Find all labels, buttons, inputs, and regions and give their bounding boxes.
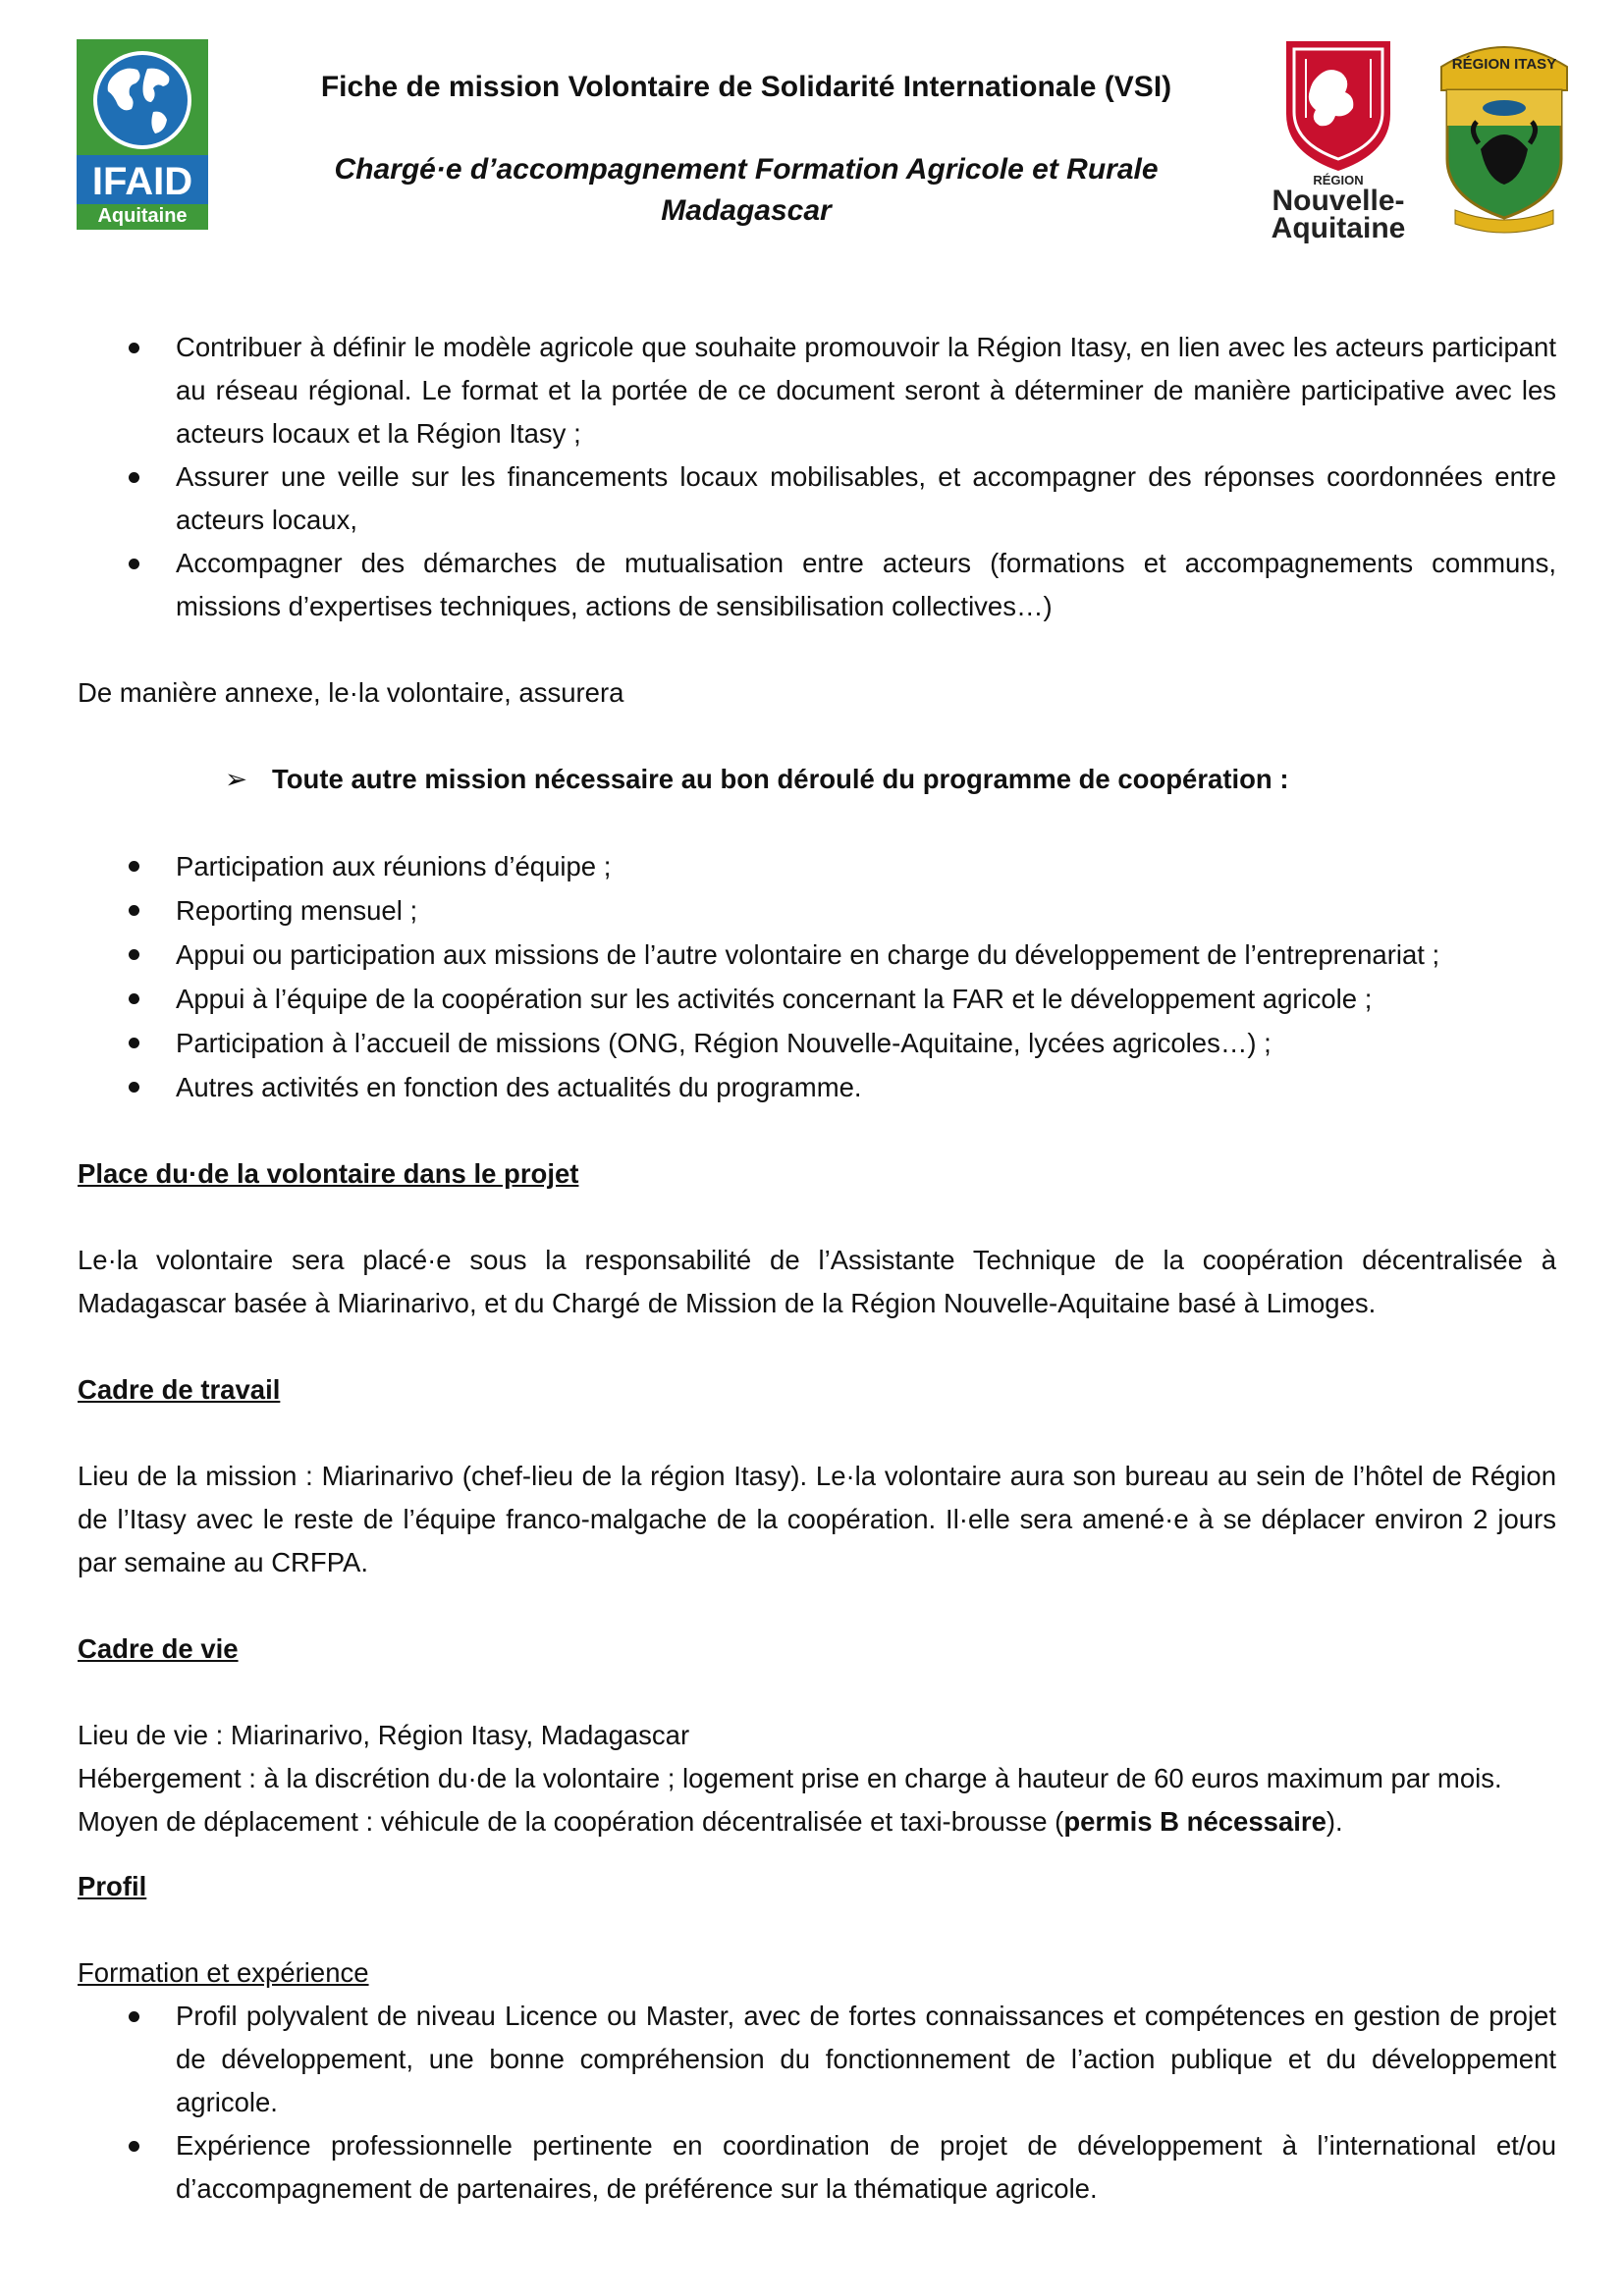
document-title: Fiche de mission Volontaire de Solidarité Internationale (VSI) <box>320 71 1172 103</box>
bullet-icon <box>129 949 139 960</box>
list-item: Autres activités en fonction des actualités du programme. <box>78 1065 1556 1109</box>
mission-bullets <box>78 326 1556 628</box>
subtitle-line-2: Madagascar <box>661 194 832 227</box>
bullet-icon <box>129 861 139 872</box>
cadre-travail-text: Lieu de la mission : Miarinarivo (chef-lieu de la région Itasy). Le·la volontaire aura son bureau au sein de l’hôtel de Région de l’Itasy avec le reste de l’équipe franco-malgache de la coopération. Il·elle sera amené·e à se déplacer environ 2 jours par semaine au CRFPA. <box>78 1461 1556 1577</box>
bullet-icon <box>129 1082 139 1093</box>
region-itasy-logo <box>1435 33 1573 236</box>
section-title-place: Place du·de la volontaire dans le projet <box>78 1158 579 1189</box>
bullet-icon <box>129 472 139 483</box>
bullet-icon <box>129 1038 139 1048</box>
list-item: Profil polyvalent de niveau Licence ou Master, avec de fortes connaissances et compétences en gestion de projet de développement, une bonne compréhension du fonctionnement de l’action publique et du développement agricole. <box>78 1995 1556 2124</box>
list-item: Participation aux réunions d’équipe ; <box>78 844 1556 888</box>
cadre-vie-hebergement: Hébergement : à la discrétion du·de la volontaire ; logement prise en charge à hauteur de 60 euros maximum par mois. <box>78 1763 1502 1793</box>
arrow-icon: ➢ <box>225 764 248 794</box>
annex-intro: De manière annexe, le·la volontaire, assurera <box>78 677 624 708</box>
annex-heading: ➢ Toute autre mission nécessaire au bon déroulé du programme de coopération : <box>78 758 1556 801</box>
annex-bullets <box>78 844 1556 1109</box>
subtitle-line-1: Chargé·e d’accompagnement Formation Agricole et Rurale <box>334 153 1159 186</box>
document-subtitle <box>255 149 1237 232</box>
bullet-icon <box>129 993 139 1004</box>
list-item: Appui ou participation aux missions de l’autre volontaire en charge du développement de l’entreprenariat ; <box>78 933 1556 977</box>
list-item: Accompagner des démarches de mutualisation entre acteurs (formations et accompagnements communs, missions d’expertises techniques, actions de sensibilisation collectives…) <box>78 542 1556 628</box>
page-header <box>0 0 1624 255</box>
list-item: Contribuer à définir le modèle agricole que souhaite promouvoir la Région Itasy, en lien avec les acteurs participant au réseau régional. Le format et la portée de ce document seront à déterminer de manière participative avec les acteurs locaux et la Région Itasy ; <box>78 326 1556 455</box>
ifaid-logo-name: IFAID <box>91 160 193 203</box>
place-text: Le·la volontaire sera placé·e sous la responsabilité de l’Assistante Technique de la coopération décentralisée à Madagascar basée à Miarinarivo, et du Chargé de Mission de la Région Nouvelle-Aquitaine basé à Limoges. <box>78 1245 1556 1318</box>
section-title-cadre-travail: Cadre de travail <box>78 1374 281 1405</box>
na-logo-small: RÉGION <box>1313 173 1364 187</box>
bullet-icon <box>129 905 139 916</box>
bullet-icon <box>129 343 139 353</box>
list-item: Reporting mensuel ; <box>78 888 1556 933</box>
profil-bullets <box>78 1995 1556 2211</box>
section-title-cadre-vie: Cadre de vie <box>78 1633 239 1664</box>
ifaid-logo <box>77 39 208 230</box>
document-body <box>78 326 1556 2211</box>
na-logo-line1: Nouvelle- <box>1272 185 1405 217</box>
bullet-icon <box>129 2011 139 2022</box>
cadre-vie-lieu: Lieu de vie : Miarinarivo, Région Itasy, Madagascar <box>78 1720 690 1750</box>
list-item: Expérience professionnelle pertinente en coordination de projet de développement à l’international et/ou d’accompagnement de partenaires, de préférence sur la thématique agricole. <box>78 2124 1556 2211</box>
cadre-vie-deplacement: Moyen de déplacement : véhicule de la coopération décentralisée et taxi-brousse (permis B nécessaire). <box>78 1806 1343 1837</box>
list-item: Participation à l’accueil de missions (ONG, Région Nouvelle-Aquitaine, lycées agricoles…) ; <box>78 1021 1556 1065</box>
bullet-icon <box>129 2141 139 2152</box>
list-item: Appui à l’équipe de la coopération sur les activités concernant la FAR et le développement agricole ; <box>78 977 1556 1021</box>
nouvelle-aquitaine-logo <box>1255 39 1422 245</box>
itasy-logo-name: RÉGION ITASY <box>1451 56 1557 73</box>
list-item: Assurer une veille sur les financements locaux mobilisables, et accompagner des réponses coordonnées entre acteurs locaux, <box>78 455 1556 542</box>
profil-subtitle: Formation et expérience <box>78 1957 369 1988</box>
ifaid-logo-sub: Aquitaine <box>97 205 188 227</box>
bullet-icon <box>129 559 139 569</box>
section-title-profil: Profil <box>78 1871 147 1901</box>
na-logo-line2: Aquitaine <box>1271 212 1406 244</box>
